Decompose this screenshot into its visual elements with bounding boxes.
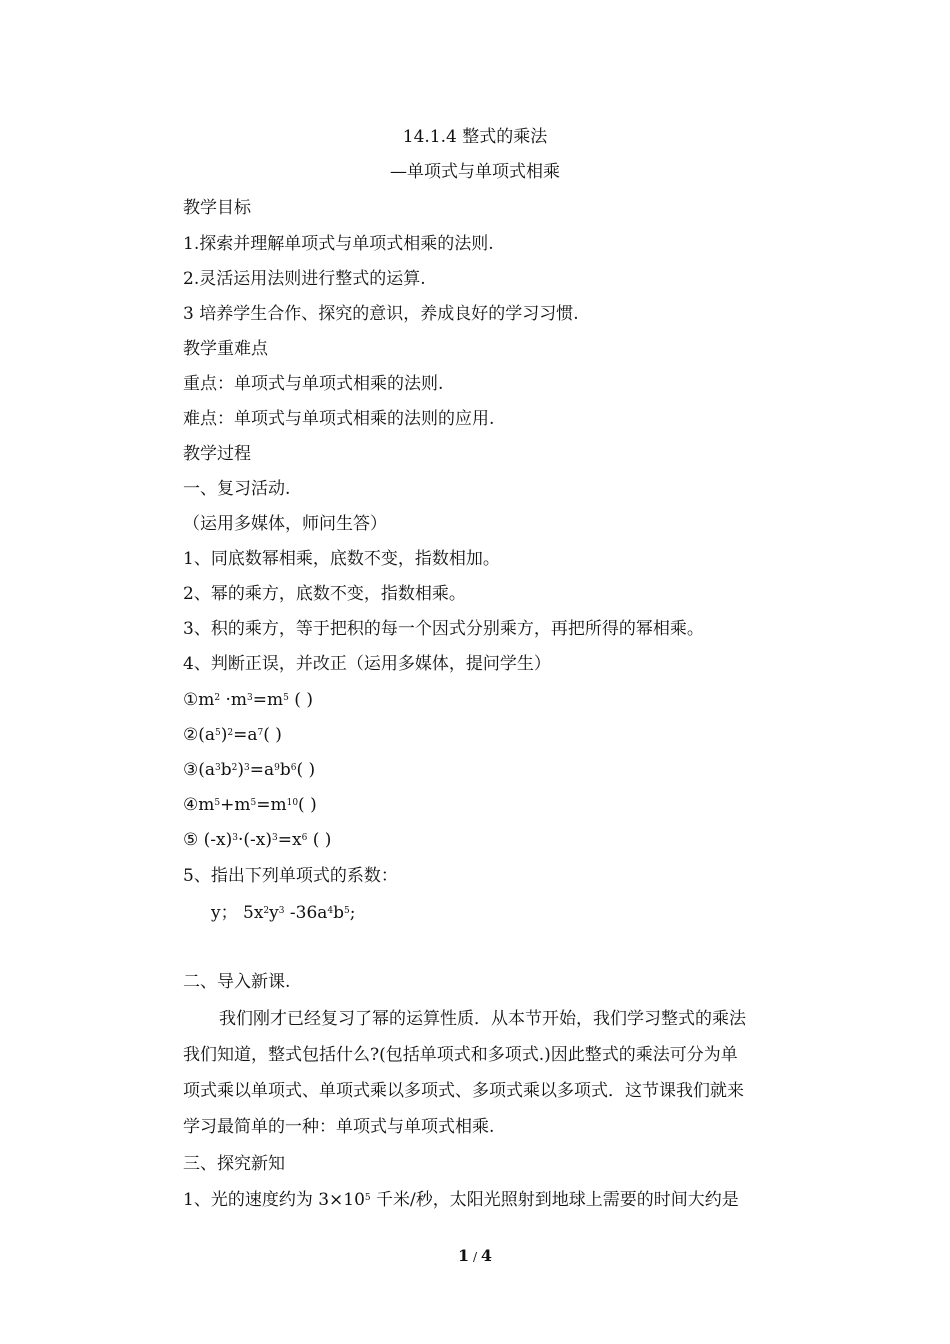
review-heading: 一、复习活动. bbox=[183, 479, 291, 499]
intro-paragraph-line: 项式乘以单项式、单项式乘以多项式、多项式乘以多项式．这节课我们就来 bbox=[183, 1081, 744, 1101]
intro-heading: 二、导入新课. bbox=[183, 972, 291, 992]
document-title: 14.1.4 整式的乘法 bbox=[402, 127, 548, 147]
judge-marker: ② bbox=[183, 725, 199, 745]
intro-paragraph-line: 学习最简单的一种：单项式与单项式相乘. bbox=[183, 1117, 495, 1137]
page-separator: / bbox=[469, 1250, 481, 1264]
intro-paragraph-line: 我们知道，整式包括什么?(包括单项式和多项式.)因此整式的乘法可分为单 bbox=[183, 1045, 738, 1065]
page-footer bbox=[0, 1246, 950, 1265]
review-item: 3、积的乘方，等于把积的每一个因式分别乘方，再把所得的幂相乘。 bbox=[183, 619, 704, 639]
page-number: 1 bbox=[458, 1246, 470, 1265]
review-item: 4、判断正误，并改正（运用多媒体，提问学生） bbox=[183, 654, 551, 674]
document-subtitle: —单项式与单项式相乘 bbox=[390, 162, 560, 182]
judge-marker: ⑤ bbox=[183, 830, 199, 850]
keypoints-heading: 教学重难点 bbox=[183, 339, 268, 359]
explore-heading: 三、探究新知 bbox=[183, 1154, 285, 1174]
judge-item-2 bbox=[183, 724, 282, 746]
coefficient-heading: 5、指出下列单项式的系数： bbox=[183, 866, 398, 886]
process-heading: 教学过程 bbox=[183, 444, 251, 464]
judge-marker: ③ bbox=[183, 760, 199, 780]
coefficient-terms bbox=[211, 902, 356, 924]
judge-item-1 bbox=[183, 689, 313, 711]
judge-item-3 bbox=[183, 759, 315, 781]
objective-item: 1.探索并理解单项式与单项式相乘的法则. bbox=[183, 234, 494, 254]
objective-item: 2.灵活运用法则进行整式的运算. bbox=[183, 269, 426, 289]
intro-paragraph-line: 我们刚才已经复习了幂的运算性质．从本节开始，我们学习整式的乘法 bbox=[219, 1009, 746, 1029]
coefficient-formula: y； $5x^2y^3$ $-36a^4b^5$; bbox=[211, 903, 356, 923]
explore-item bbox=[183, 1189, 739, 1211]
judge-formula: $(a^5)^2=a^7$( ) bbox=[198, 725, 282, 745]
judge-item-4 bbox=[183, 794, 317, 816]
key-point: 重点：单项式与单项式相乘的法则. bbox=[183, 374, 444, 394]
judge-marker: ① bbox=[183, 690, 199, 710]
objectives-heading: 教学目标 bbox=[183, 198, 251, 218]
judge-marker: ④ bbox=[183, 795, 199, 815]
judge-formula: $(a^3b^2)^3=a^9b^6$( ) bbox=[198, 760, 316, 780]
explore-item-text: 1、光的速度约为 $3\times 10^5$ 千米/秒，太阳光照射到地球上需要的时间大约是 bbox=[183, 1190, 739, 1210]
judge-formula: $(-x)^3\cdot(-x)^3=x^6$ ( ) bbox=[198, 830, 332, 850]
page-total: 4 bbox=[480, 1246, 492, 1265]
review-item: 1、同底数幂相乘，底数不变，指数相加。 bbox=[183, 549, 500, 569]
judge-formula: $m^5+m^5=m^{10}$( ) bbox=[198, 795, 317, 815]
difficult-point: 难点：单项式与单项式相乘的法则的应用. bbox=[183, 409, 495, 429]
judge-formula: $m^2 \cdot m^3=m^5$ ( ) bbox=[198, 690, 313, 710]
review-note: （运用多媒体，师问生答） bbox=[183, 514, 387, 534]
judge-item-5 bbox=[183, 829, 331, 851]
objective-item: 3 培养学生合作、探究的意识，养成良好的学习习惯. bbox=[183, 304, 579, 324]
review-item: 2、幂的乘方，底数不变，指数相乘。 bbox=[183, 584, 466, 604]
